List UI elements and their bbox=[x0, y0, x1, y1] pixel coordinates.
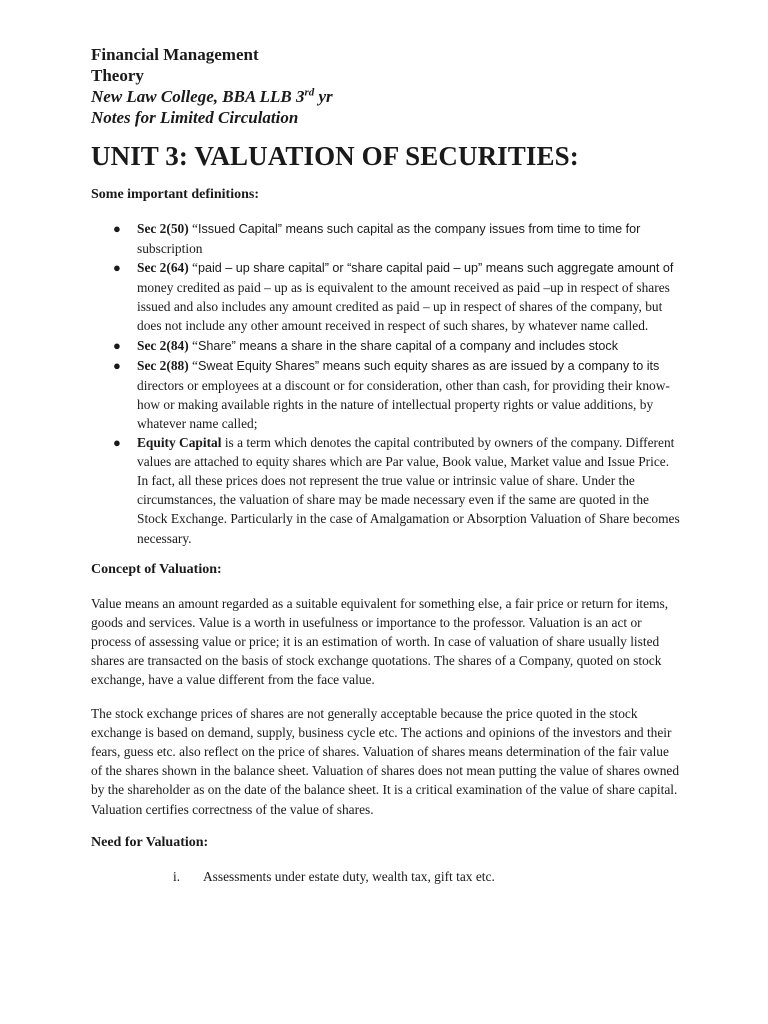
definition-text-cont: money credited as paid – up as is equivalent to the amount received as paid –up in respect of shares issued and also includes any amount credited as paid – up in respect of shares of the company, but does not include any other amount received in respect of such shares, by whatever name called. bbox=[137, 280, 670, 334]
definition-text: “ bbox=[188, 221, 198, 236]
definition-quote: Issued Capital” means such capital as the company issues from time to time for bbox=[197, 222, 641, 236]
definition-text: “ bbox=[188, 337, 198, 353]
definition-item bbox=[91, 219, 681, 258]
definition-lead: Equity Capital bbox=[137, 435, 222, 451]
year-text: yr bbox=[314, 87, 333, 106]
need-item bbox=[91, 867, 681, 886]
bullet-icon: ● bbox=[113, 435, 121, 451]
roman-numeral: i. bbox=[173, 868, 181, 884]
ordinal-sup: rd bbox=[304, 86, 315, 99]
need-heading: Need for Valuation: bbox=[91, 834, 209, 850]
concept-heading: Concept of Valuation: bbox=[91, 561, 222, 577]
college-line bbox=[91, 86, 681, 107]
need-item-text: Assessments under estate duty, wealth tax, gift tax etc. bbox=[203, 868, 495, 884]
definition-item bbox=[91, 258, 681, 335]
definition-item bbox=[91, 336, 681, 356]
concept-paragraph-2: The stock exchange prices of shares are not generally acceptable because the price quoted in the stock exchange is based on demand, supply, business cycle etc. The actions and opinions of the investors and their fears, guess etc. also reflect on the price of shares. Valuation of shares means determination of the fair value of the shares shown in the balance sheet. Valuation of shares does not mean putting the value of shares owned by the shareholder as on the date of the balance sheet. It is a critical examination of the value of share capital. Valuation certifies correctness of the value of shares. bbox=[91, 706, 680, 817]
definition-item bbox=[91, 356, 681, 433]
bullet-icon: ● bbox=[113, 221, 121, 236]
bullet-icon: ● bbox=[113, 337, 121, 353]
definition-lead: Sec 2(50) bbox=[137, 221, 189, 236]
need-list bbox=[91, 867, 681, 886]
document-page bbox=[91, 44, 681, 886]
course-subtitle: Theory bbox=[91, 66, 144, 85]
definition-lead: Sec 2(88) bbox=[137, 357, 189, 373]
definition-lead: Sec 2(84) bbox=[137, 337, 189, 353]
unit-title: UNIT 3: VALUATION OF SECURITIES: bbox=[91, 141, 579, 171]
definitions-heading: Some important definitions: bbox=[91, 187, 259, 202]
definition-quote: Share” means a share in the share capital of a company and includes stock bbox=[197, 338, 619, 353]
bullet-icon: ● bbox=[113, 357, 121, 373]
definition-quote: Sweat Equity Shares” means such equity shares as are issued by a company to its bbox=[197, 358, 660, 373]
definition-text: “ bbox=[188, 357, 198, 373]
definition-lead: Sec 2(64) bbox=[137, 260, 189, 276]
definition-item bbox=[91, 433, 681, 548]
circulation-note: Notes for Limited Circulation bbox=[91, 108, 299, 127]
concept-paragraph-1: Value means an amount regarded as a suitable equivalent for something else, a fair price or return for items, goods and services. Value is a worth in usefulness or importance to the professor. Valuation is an act or process of assessing value or price; it is an estimation of worth. In case of valuation of share usually listed shares are transacted on the basis of stock exchange quotations. The shares of a Company, quoted on stock exchange, have a value different from the face value. bbox=[91, 595, 669, 687]
definition-text-cont: directors or employees at a discount or for consideration, other than cash, for providing their know-how or making available rights in the nature of intellectual property rights or value additions, by whatever name called; bbox=[137, 377, 670, 431]
definition-text-cont: subscription bbox=[137, 241, 203, 257]
college-text: New Law College, BBA LLB 3 bbox=[91, 87, 305, 106]
definitions-list bbox=[91, 219, 681, 548]
course-title: Financial Management bbox=[91, 45, 259, 64]
bullet-icon: ● bbox=[113, 260, 121, 276]
definition-quote: paid – up share capital” or “share capital paid – up” means such aggregate amount of bbox=[197, 261, 674, 276]
definition-text: is a term which denotes the capital contributed by owners of the company. Different values are attached to equity shares which are Par value, Book value, Market value and Issue Price. In fact, all these prices does not represent the true value or intrinsic value of share. Under the circumstances, the valuation of share may be made necessary even if the same are quoted in the Stock Exchange. Particularly in the case of Amalgamation or Absorption Valuation of Share becomes necessary. bbox=[137, 435, 680, 546]
definition-text: “ bbox=[188, 260, 198, 276]
